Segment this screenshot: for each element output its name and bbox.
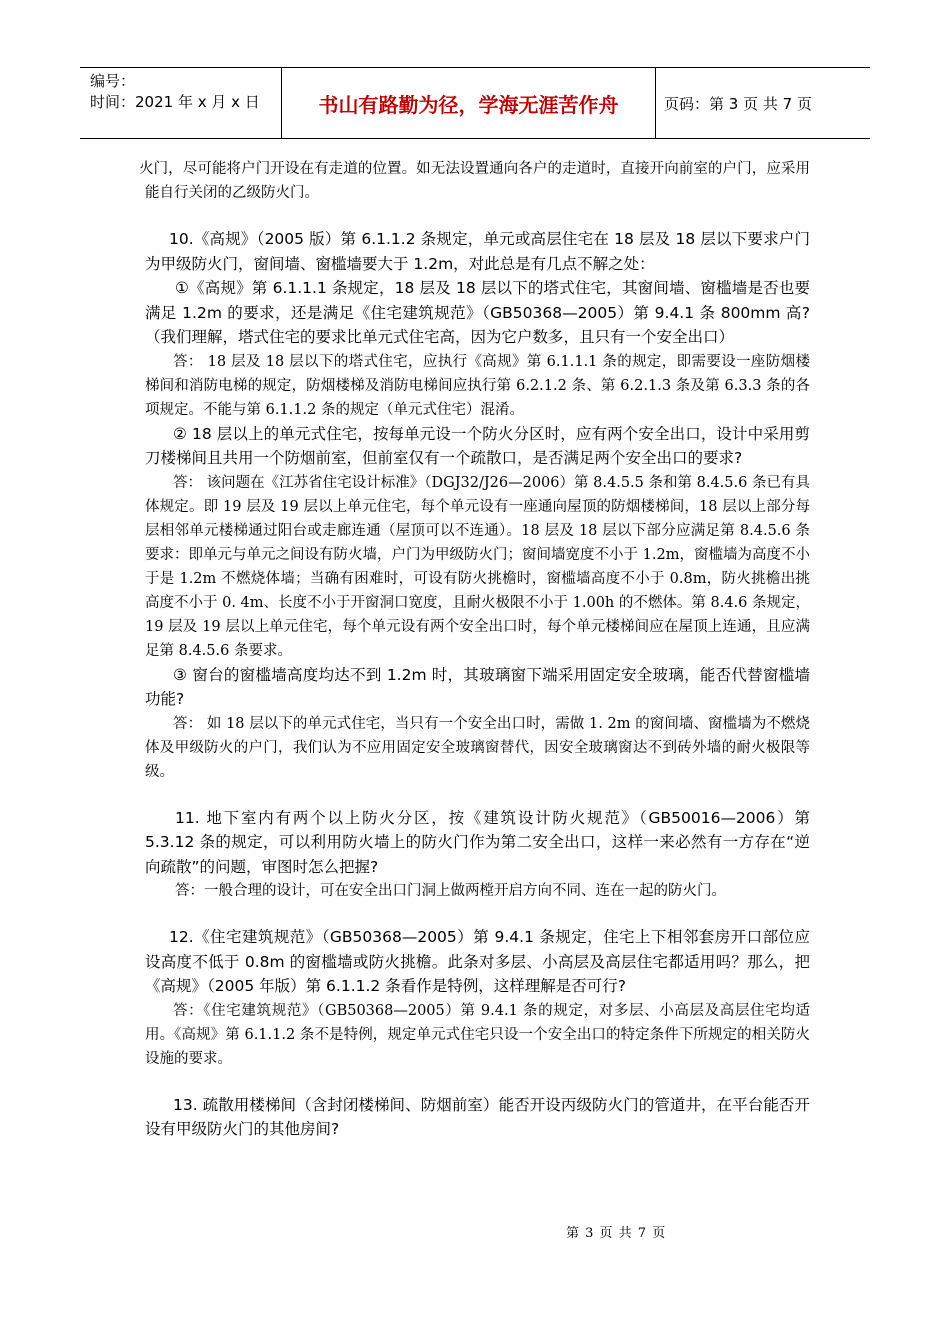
question-10: 10.《高规》（2005 版）第 6.1.1.2 条规定，单元或高层住宅在 18 层及 18 层以下要求户门为甲级防火门，窗间墙、窗槛墙要大于 1.2m，对此总是有几点不解之处： — [145, 230, 810, 273]
question-11: 11. 地下室内有两个以上防火分区，按《建筑设计防火规范》（GB50016—2006）第 5.3.12 条的规定，可以利用防火墙上的防火门作为第二安全出口，这样一来必然有一方存在“逆向疏散”的问题，审图时怎么把握? — [145, 808, 810, 876]
header-meta — [80, 68, 282, 138]
question-12: 12.《住宅建筑规范》（GB50368—2005）第 9.4.1 条规定，住宅上下相邻套房开口部位应设高度不低于 0.8m 的窗槛墙或防火挑檐。此条对多层、小高层及高层住宅都适用吗？那么，把《高规》（2005 年版）第 6.1.1.2 条看作是特例，这样理解是否可行? — [145, 928, 810, 995]
answer-10-1: 答： 18 层及 18 层以下的塔式住宅，应执行《高规》第 6.1.1.1 条的规定，即需要设一座防烟楼梯间和消防电梯的规定，防烟楼梯及消防电梯间应执行第 6.2.1.2 条、第 6.2.1.3 条及第 6.3.3 条的各项规定。不能与第 6.1.1.2 条的规定（单元式住宅）混淆。 — [145, 353, 810, 418]
question-10-3: ③ 窗台的窗槛墙高度均达不到 1.2m 时，其玻璃窗下端采用固定安全玻璃，能否代替窗槛墙功能? — [145, 665, 810, 708]
header-page-label: 页码：第 3 页 共 7 页 — [664, 94, 812, 113]
answer-10-2: 答： 该问题在《江苏省住宅设计标准》（DGJ32/J26—2006）第 8.4.5.5 条和第 8.4.5.6 条已有具体规定。即 19 层及 19 层以上单元住宅，每个单元设有一座通向屋顶的防烟楼梯间，18 层以上部分每层相邻单元楼梯通过阳台或走廊连通（屋顶可以不连通）。18 层及 18 层以下部分应满足第 8.4.5.6 条要求：即单元与单元之间设有防火墙，户门为甲级防火门；窗间墙宽度不小于 1.2m，窗槛墙为高度不小于是 1.2m 不燃烧体墙；当确有困难时，可设有防火挑檐时，窗槛墙高度不小于 0.8m，防火挑檐出挑高度不小于 0. 4m、长度不小于开窗洞口宽度，且耐火极限不小于 1.00h 的不燃体。第 8.4.6 条规定，19 层及 19 层以上单元住宅，每个单元设有两个安全出口时，每个单元楼梯间应在屋顶上连通，且应满足第 8.4.5.6 条要求。 — [145, 474, 810, 659]
intro-paragraph: 火门，尽可能将户门开设在有走道的位置。如无法设置通向各户的走道时，直接开向前室的户门，应采用能自行关闭的乙级防火门。 — [139, 161, 810, 201]
page-footer: 第 3 页 共 7 页 — [566, 1226, 667, 1241]
answer-11: 答：一般合理的设计，可在安全出口门洞上做两樘开启方向不同、连在一起的防火门。 — [175, 883, 726, 899]
date-label: 时间：2021 年 x 月 x 日 — [90, 93, 260, 111]
answer-10-3: 答： 如 18 层以下的单元式住宅，当只有一个安全出口时，需做 1. 2m 的窗间墙、窗槛墙为不燃烧体及甲级防火的户门，我们认为不应用固定安全玻璃窗替代，因安全玻璃窗达不到砖外墙的耐火极限等级。 — [145, 715, 810, 780]
page-header — [80, 67, 870, 139]
question-10-1: ①《高规》第 6.1.1.1 条规定，18 层及 18 层以下的塔式住宅，其窗间墙、窗槛墙是否也要满足 1.2m 的要求，还是满足《住宅建筑规范》（GB50368—2005）第 9.4.1 条 800mm 高?（我们理解，塔式住宅的要求比单元式住宅高，因为它户数多，且只有一个安全出口） — [145, 279, 810, 346]
number-label: 编号： — [90, 72, 136, 90]
answer-12: 答：《住宅建筑规范》（GB50368—2005）第 9.4.1 条的规定，对多层、小高层及高层住宅均适用。《高规》第 6.1.1.2 条不是特例，规定单元式住宅只设一个安全出口的特定条件下所规定的相关防火设施的要求。 — [145, 1002, 810, 1067]
question-10-2: ② 18 层以上的单元式住宅，按每单元设一个防火分区时，应有两个安全出口，设计中采用剪刀楼梯间且共用一个防烟前室，但前室仅有一个疏散口，是否满足两个安全出口的要求? — [145, 424, 810, 467]
document-body — [139, 157, 810, 1142]
header-motto: 书山有路勤为径，学海无涯苦作舟 — [282, 68, 656, 138]
question-13: 13. 疏散用楼梯间（含封闭楼梯间、防烟前室）能否开设丙级防火门的管道井，在平台能否开设有甲级防火门的其他房间? — [145, 1095, 810, 1138]
